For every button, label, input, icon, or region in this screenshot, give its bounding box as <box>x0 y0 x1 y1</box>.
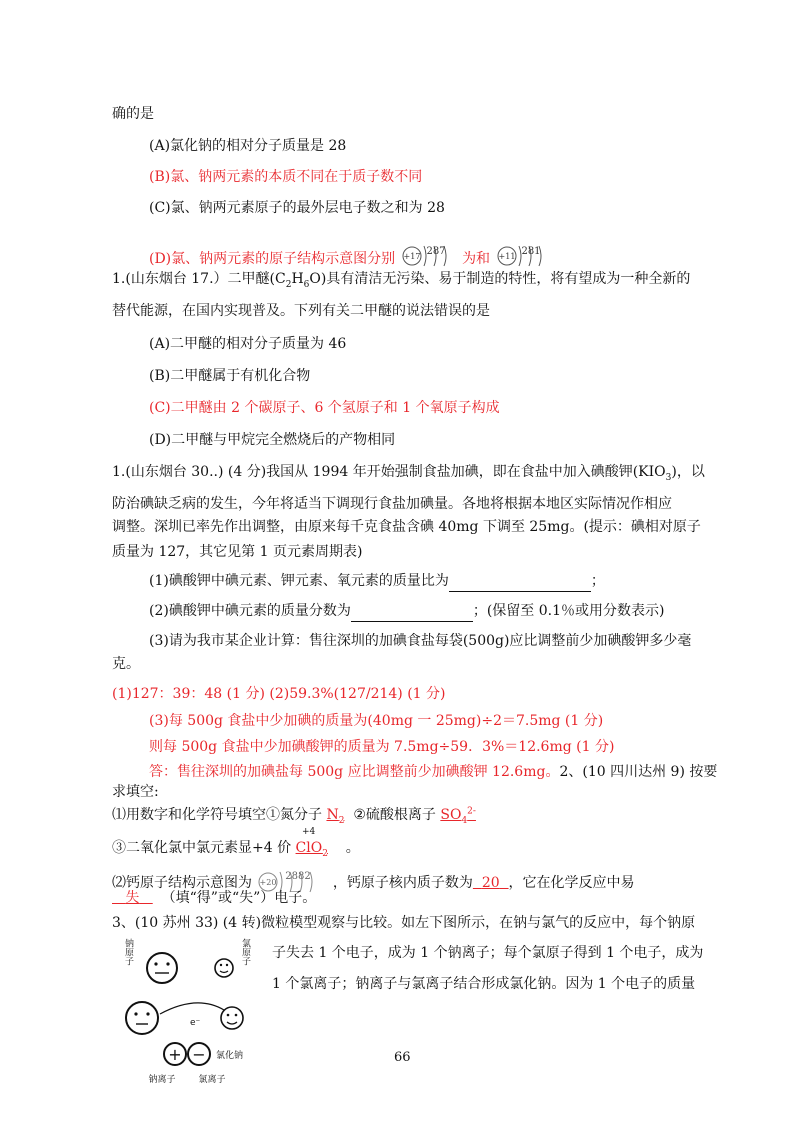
q3-part-1: ⑴用数字和化学符号填空①氮分子 $N_2$ ②硫酸根离子 $SO_4^{2-}$ <box>112 806 476 826</box>
question-4-stem-cont: 子失去 1 个电子，成为 1 个钠离子；每个氯原子得到 1 个电子，成为 <box>272 945 704 961</box>
option-d-text: (D)氯、钠两元素的原子结构示意图分别 <box>149 251 396 267</box>
q1-option-d: (D)二甲醚与甲烷完全燃烧后的产物相同 <box>149 432 396 448</box>
answer-so4: $SO_4^{2-}$ <box>440 806 476 826</box>
svg-text:+20: +20 <box>260 878 277 887</box>
answer-lose: 失 <box>125 890 140 906</box>
q2-part-3-cont: 克。 <box>112 656 140 672</box>
q1-option-c-answer: (C)二甲醚由 2 个碳原子、6 个氢原子和 1 个氧原子构成 <box>149 400 500 416</box>
q2-part-2: (2)碘酸钾中碘元素的质量分数为 ；(保留至 0.1％或用分数表示) <box>149 601 664 622</box>
text-line: 确的是 <box>112 106 154 122</box>
chlorine-atom-face <box>215 959 233 977</box>
label-electron: e⁻ <box>190 1018 201 1028</box>
sodium-chlorine-reaction-figure <box>112 930 272 1100</box>
label-cl-ion: 氯离子 <box>198 1075 226 1085</box>
answer-n2: $N_2$ <box>326 807 345 826</box>
svg-text:+11: +11 <box>498 252 515 261</box>
svg-text:+: + <box>168 1045 182 1064</box>
label-na-ion: 钠离子 <box>148 1075 176 1085</box>
answer-and-q3-line: 答：售往深圳的加碘盐每 500g 应比调整前少加碘酸钾 12.6mg。2、(10 四川达州 9) 按要 <box>149 764 718 780</box>
q1-option-a: (A)二甲醚的相对分子质量为 46 <box>149 336 347 352</box>
answer-proton-count: 20 <box>481 875 500 891</box>
electron-transfer-arrow <box>160 1003 224 1014</box>
question-2-stem: 1.(山东烟台 30..) (4 分)我国从 1994 年开始强制食盐加碘，即在食盐中加入碘酸钾$(KIO_3)$，以 <box>112 464 705 483</box>
valence-mark: +4 <box>302 827 316 837</box>
q2-part-3: (3)请为我市某企业计算：售往深圳的加碘食盐每袋(500g)应比调整前少加碘酸钾多少毫 <box>149 633 692 649</box>
sodium-atom-face <box>147 953 177 983</box>
page-number: 66 <box>394 1050 411 1065</box>
svg-text:2882: 2882 <box>285 871 312 882</box>
svg-text:+17: +17 <box>403 252 421 261</box>
answer-line: (3)每 500g 食盐中少加碘的质量为(40mg 一 25mg)÷2＝7.5mg (1 分) <box>149 713 604 729</box>
q1-option-b: (B)二甲醚属于有机化合物 <box>149 368 311 384</box>
q2-part-1: (1)碘酸钾中碘元素、钾元素、氧元素的质量比为 ； <box>149 571 605 592</box>
q3-part-3-cont: 失 （填“得”或“失”）电子。 <box>112 888 316 908</box>
chlorine-ion-face <box>221 1007 243 1029</box>
answer-blank <box>449 571 591 592</box>
q3-stem-cont: 求填空: <box>112 784 159 800</box>
question-4-stem: 3、(10 苏州 33) (4 转)微粒模型观察与比较。如左下图所示，在钠与氯气的反应中，每个钠原 <box>112 915 696 931</box>
question-2-stem-cont: 调整。深圳已率先作出调整，由原来每千克食盐含碘 40mg 下调至 25mg。(提示：碘相对原子 <box>112 519 701 535</box>
label-nacl: 氯化钠 <box>216 1051 244 1061</box>
option-b-answer: (B)氯、钠两元素的本质不同在于质子数不同 <box>149 169 423 185</box>
q3-part-2: ③二氧化氯中氯元素显+4 价 ClO$_2$ 。 <box>112 840 360 859</box>
question-4-stem-cont: 1 个氯离子；钠离子与氯离子结合形成氯化钠。因为 1 个电子的质量 <box>272 976 696 992</box>
q3-part-3: ⑵钙原子结构示意图为 +20 2882 ，钙原子核内质子数为 20 ，它在化学反应中易 <box>112 865 635 901</box>
svg-text:−: − <box>192 1045 206 1064</box>
option-d-connector: 为和 <box>462 251 491 267</box>
option-c: (C)氯、钠两元素原子的最外层电子数之和为 28 <box>149 200 445 216</box>
sodium-ion-face <box>126 1002 158 1034</box>
answer-line: 则每 500g 食盐中少加碘酸钾的质量为 7.5mg÷59．3%＝12.6mg (1 分) <box>149 739 615 755</box>
label-cl-atom: 氯原子 <box>240 938 250 966</box>
question-2-stem-cont: 防治碘缺乏病的发生，今年将适当下调现行食盐加碘量。各地将根据本地区实际情况作相应 <box>112 496 672 512</box>
svg-text:281: 281 <box>520 246 541 257</box>
label-na-atom: 钠原子 <box>123 938 133 966</box>
question-1-stem-cont: 替代能源，在国内实现普及。下列有关二甲醚的说法错误的是 <box>112 303 490 319</box>
question-1-stem: 1.(山东烟台 17.）二甲醚$(C_2H_6O)$具有清洁无污染、易于制造的特性，将有望成为一种全新的 <box>112 271 691 290</box>
answer-blank <box>351 601 473 622</box>
svg-text:287: 287 <box>426 246 446 257</box>
answer-line: (1)127：39：48 (1 分) (2)59.3%(127/214) (1 分) <box>112 686 446 702</box>
answer-clo2: ClO$_2$ <box>295 840 328 859</box>
question-2-stem-cont: 质量为 127，其它见第 1 页元素周期表) <box>112 544 363 560</box>
option-a: (A)氯化钠的相对分子质量是 28 <box>149 138 347 154</box>
